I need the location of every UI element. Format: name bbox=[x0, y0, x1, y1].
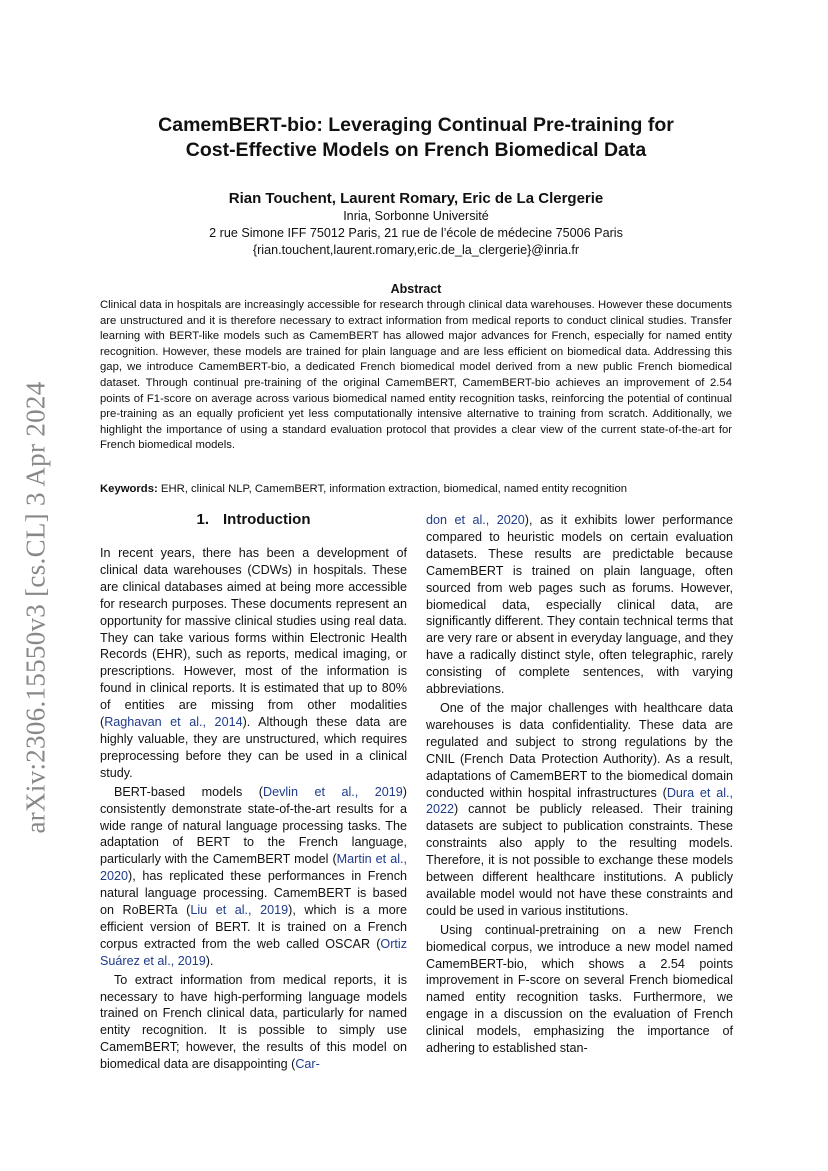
text-run: ), as it exhibits lower performance compared to heuristic models on certain evaluation datasets. These results are predictable because CamemBERT is trained on plain language, often sourced from web pages such as forums. However, biomedical data, especially clinical data, are significantly different. They contain technical terms that are very rare or absent in everyday language, and they have a radically distinct style, often telegraphic, rarely consisting of complete sentences, with varying abbreviations. bbox=[426, 513, 734, 697]
abstract-heading: Abstract bbox=[390, 282, 442, 296]
citation-link[interactable]: Dura et al., 2022 bbox=[426, 785, 733, 817]
text-run: ) consistently demonstrate state-of-the-art results for a wide range of natural language processing tasks. The adaptation of BERT to the French language, particularly with the CamemBERT model ( bbox=[100, 784, 407, 867]
citation-link[interactable]: Devlin et al., 2019 bbox=[262, 784, 403, 799]
citation-link[interactable]: don et al., 2020 bbox=[426, 513, 525, 527]
keywords-label: Keywords: bbox=[100, 483, 158, 495]
citation-link[interactable]: Car- bbox=[295, 1057, 320, 1072]
paragraph bbox=[100, 972, 407, 1073]
title-line-2: Cost-Effective Models on French Biomedical Data bbox=[185, 139, 647, 161]
author-list: Rian Touchent, Laurent Romary, Eric de La Clergerie bbox=[228, 190, 604, 207]
section-number: 1. bbox=[196, 511, 210, 528]
right-column bbox=[426, 512, 733, 1057]
abstract-text: Clinical data in hospitals are increasingly accessible for research through clinical data warehouses. However these documents are unstructured and it is therefore necessary to extract information from medical reports to conduct clinical studies. Transfer learning with BERT-like models such as CamemBERT has allowed major advances for French, especially for named entity recognition. However, these models are trained for plain language and are less efficient on biomedical data. Addressing this gap, we introduce CamemBERT-bio, a dedicated French biomedical model derived from a new public French biomedical dataset. Through continual pre-training of the original CamemBERT, CamemBERT-bio achieves an improvement of 2.54 points of F1-score on average across various biomedical named entity recognition tasks, reinforcing the potential of continual pre-training as an equally proficient yet less computationally intensive alternative to training from scratch. Additionally, we highlight the importance of using a standard evaluation protocol that provides a clear view of the current state-of-the-art for French biomedical models. bbox=[100, 299, 732, 452]
arxiv-identifier bbox=[10, 372, 62, 842]
section-title: Introduction bbox=[223, 511, 311, 528]
text-run: ), which is a more efficient version of BERT. It is trained on a French corpus extracted from the web called OSCAR ( bbox=[100, 903, 407, 951]
text-run: ) cannot be publicly released. Their training datasets are subject to publication constraints. These constraints also apply to the resulting models. Therefore, it is not possible to exchange these models between different healthcare institutions. A publicly available model would not have these constraints and could be used in various institutions. bbox=[426, 802, 733, 918]
text-run: One of the major challenges with healthcare data warehouses is data confidentiality. These data are regulated and subject to strong regulations by the CNIL (French Data Protection Authority). As a result, adaptations of CamemBERT to the biomedical domain conducted within hospital infrastructures ( bbox=[426, 700, 733, 800]
affiliation-block bbox=[100, 208, 732, 259]
section-heading bbox=[100, 510, 407, 530]
citation-link[interactable]: Martin et al., 2020 bbox=[100, 852, 408, 884]
email: {rian.touchent,laurent.romary,eric.de_la_clergerie}@inria.fr bbox=[252, 243, 580, 257]
keywords bbox=[100, 482, 732, 498]
address: 2 rue Simone IFF 75012 Paris, 21 rue de l’école de médecine 75006 Paris bbox=[209, 226, 623, 240]
arxiv-id-text: arXiv:2306.15550v3 [cs.CL] 3 Apr 2024 bbox=[20, 380, 51, 834]
text-run: ). bbox=[205, 953, 214, 968]
text-run: In recent years, there has been a development of clinical data warehouses (CDWs) in hospitals. These are clinical databases aimed at being more accessible for research purposes. These documents represent an opportunity for massive clinical studies using real data. They can take various forms within Electronic Health Records (EHR), such as reports, medical imaging, or prescriptions. However, most of the information is found in clinical reports. It is estimated that up to 80% of entities are missing from other modalities ( bbox=[100, 546, 407, 730]
citation-link[interactable]: Raghavan et al., 2014 bbox=[104, 715, 243, 730]
text-run: ), has replicated these performances in French natural language processing. CamemBERT is based on RoBERTa ( bbox=[100, 869, 407, 918]
citation-link[interactable]: Ortiz Suárez et al., 2019 bbox=[100, 936, 407, 968]
citation-link[interactable]: Liu et al., 2019 bbox=[190, 903, 289, 918]
keywords-text: EHR, clinical NLP, CamemBERT, information extraction, biomedical, named entity recognition bbox=[160, 483, 628, 495]
text-run: To extract information from medical reports, it is necessary to have high-performing language models trained on French clinical data, particularly for named entity recognition. It is possible to simply use CamemBERT; however, the results of this model on biomedical data are disappointing ( bbox=[100, 972, 407, 1072]
text-run: ). Although these data are highly valuable, they are unstructured, which requires preprocessing before they can be used in a clinical study. bbox=[100, 715, 407, 780]
paragraph bbox=[426, 700, 733, 920]
paragraph bbox=[100, 784, 407, 970]
affiliation: Inria, Sorbonne Université bbox=[343, 209, 489, 223]
paragraph bbox=[100, 545, 407, 782]
paragraph: Using continual-pretraining on a new French biomedical corpus, we introduce a new model named CamemBERT-bio, which shows a 2.54 points improvement in F-score on several French biomedical named entity recognition tasks. Furthermore, we engage in a discussion on the evaluation of French clinical models, emphasizing the importance of adhering to established stan- bbox=[426, 922, 733, 1056]
text-run: BERT-based models ( bbox=[114, 784, 263, 799]
paragraph bbox=[426, 512, 733, 698]
paper-title bbox=[100, 113, 732, 163]
left-column bbox=[100, 545, 407, 1073]
title-line-1: CamemBERT-bio: Leveraging Continual Pre-training for bbox=[158, 114, 674, 136]
